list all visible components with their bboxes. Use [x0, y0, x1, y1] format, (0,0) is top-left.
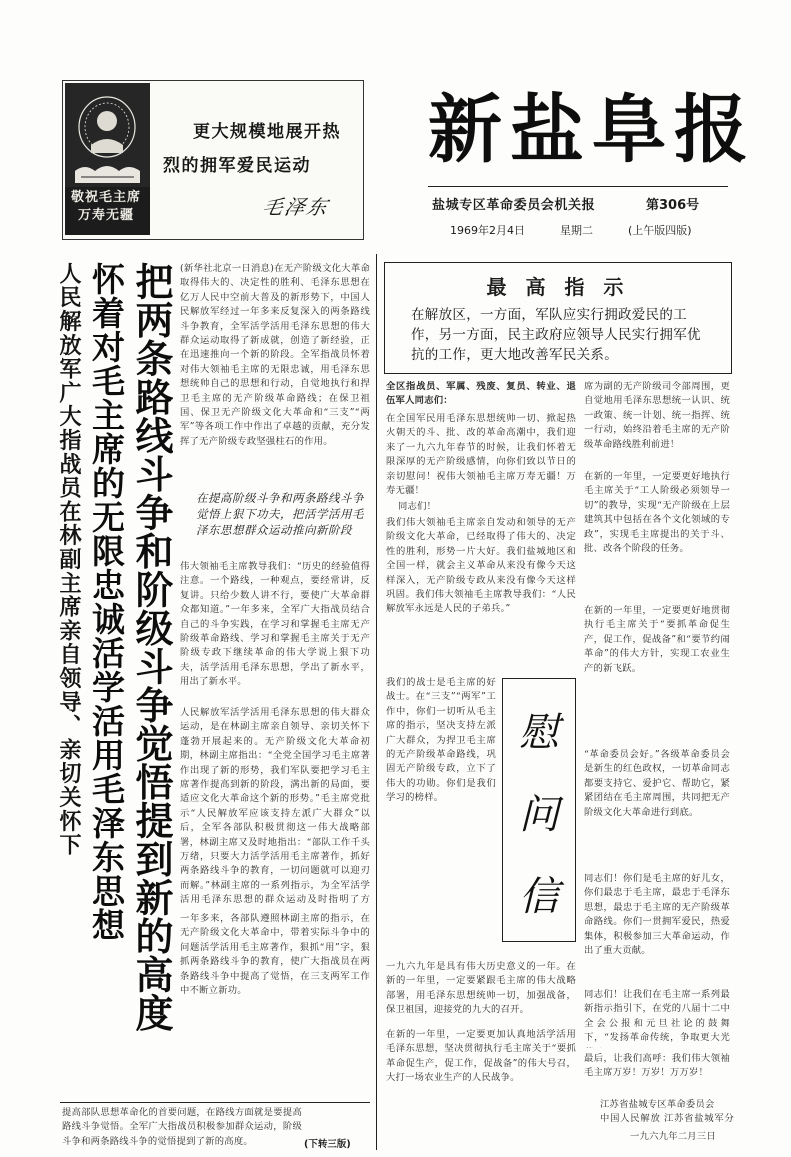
issue-weekday: 星期二: [560, 224, 593, 237]
paper-name: 新盐阜报: [428, 87, 756, 173]
letter-signatory-3: 江苏省盐城军分: [664, 1113, 734, 1124]
letter-greeting: 同志们！: [398, 501, 437, 512]
letter-right-col4: “革命委员会好。”各级革命委员会是新生的红色政权，一切革命同志都要支持它、爱护它、帮助它，紧紧团结在毛主席周围，共同把无产阶级文化大革命进行到底。: [584, 749, 730, 818]
issue-edition: (上午版四版): [628, 224, 692, 237]
letter-closing: 最后，让我们高呼：我们伟大领袖毛主席万岁！万岁！万万岁！: [584, 1053, 730, 1079]
letter-title-char-2: 问: [519, 792, 559, 838]
slogan-box: [62, 80, 364, 240]
letter-signatory-1: 江苏省盐城专区革命委员会: [600, 1099, 715, 1110]
publisher: 盐城专区革命委员会机关报: [432, 198, 596, 213]
letter-para1: 在全国军民用毛泽东思想统帅一切、掀起热火朝天的斗、批、改的革命高潮中，我们迎来了一九六九年春节的时候，让我们怀着无限深厚的无产阶级感情，向你们致以节日的亲切慰问！祝伟大领袖毛主席万寿无疆！万寿无疆！: [386, 413, 576, 497]
letter-para4: 一九六九年是具有伟大历史意义的一年。在新的一年里，一定要紧跟毛主席的伟大战略部署，用毛泽东思想统帅一切，加强战备，保卫祖国，迎接党的九大的召开。: [386, 961, 576, 1016]
letter-right-col6: 同志们！让我们在毛主席一系列最新指示指引下，在党的八届十二中全会公报和元旦社论的鼓舞下，“发扬革命传统，争取更大光: [584, 989, 730, 1044]
letter-sign-date: 一九六九年二月三日: [630, 1131, 716, 1142]
slogan-line2: 烈的拥军爱民运动: [163, 156, 311, 176]
lead-subhead: 人民解放军广大指战员在林副主席亲自领导、亲切关怀下: [56, 262, 81, 857]
lead-text-col1b: 伟大领袖毛主席教导我们：“历史的经验值得注意。一个路线，一种观点，要经常讲，反复讲。只给少数人讲不行，要使广大革命群众都知道。”一年多来，全军广大指战员结合自己的斗争实践，在学习和掌握毛主席无产阶级革命路线、学习和掌握毛主席关于无产阶级专政下继续革命的伟大学说上狠下功夫，活学活用毛泽东思想，学出了新水平，用出了新水平。: [180, 561, 370, 688]
lead-text-col1: (新华社北京一日消息)在无产阶级文化大革命取得伟大的、决定性的胜利、毛泽东思想在亿万人民中空前大普及的新形势下，中国人民解放军经过一年多来反复深入的两条路线斗争教育，全军活学活用毛泽东思想的伟大群众运动取得了新成就，创造了新经验，正在迅速推向一个新的阶段。全军指战员怀着对伟大领袖毛主席的无限忠诚，用毛泽东思想统帅自己的思想和行动，自觉地执行和捍卫毛主席的无产阶级革命路线；在保卫祖国、保卫无产阶级文化大革命和“三支”“两军”等各项工作中作出了卓越的贡献，充分发挥了无产阶级专政坚强柱石的作用。: [180, 263, 370, 447]
letter-para3: 我们的战士是毛主席的好战士。在“三支”“两军”工作中，你们一切听从毛主席的指示，坚决支持左派广大群众，为捍卫毛主席的无产阶级革命路线，巩固无产阶级专政，立下了伟大的功勋。你们是我们学习的榜样。: [386, 677, 496, 804]
lead-continued: (下转三版): [304, 1139, 351, 1150]
portrait-block: [65, 83, 150, 235]
letter-signatory-2: 中国人民解放: [600, 1113, 660, 1124]
lead-section-heading: 在提高阶级斗争和两条路线斗争觉悟上狠下功夫，把活学活用毛泽东思想群众运动推向新阶段: [196, 491, 364, 537]
letter-right-col5: 同志们！你们是毛主席的好儿女，你们最忠于毛主席，最忠于毛泽东思想，最忠于毛主席的无产阶级革命路线。你们一贯拥军爱民，热爱集体，积极参加三大革命运动，作出了重大贡献。: [584, 873, 730, 957]
lead-headline-col1: 把两条路线斗争和阶级斗争觉悟提到新的高度: [129, 262, 174, 1032]
letter-para2: 我们伟大领袖毛主席亲自发动和领导的无产阶级文化大革命，已经取得了伟大的、决定性的胜利，形势一片大好。我们盐城地区和全国一样，就会主义革命从来没有像今天这样深入，无产阶级专政从来没有像今天这样巩固。我们伟大领袖毛主席教导我们：“人民解放军永远是人民的子弟兵。”: [386, 517, 576, 615]
letter-intro: 全区指战员、军属、残废、复员、转业、退伍军人同志们：: [386, 381, 576, 407]
lead-headline-col2: 怀着对毛主席的无限忠诚活学活用毛泽东思想: [87, 262, 126, 942]
letter-title-box: [502, 678, 576, 942]
letter-para5: 在新的一年里，一定要更加认真地活学活用毛泽东思想，坚决贯彻执行毛主席关于“要抓革命促生产，促工作，促战备”的伟大号召，大打一场农业生产的人民战争。: [386, 1029, 576, 1084]
quotation-box: [384, 262, 732, 374]
quotation-title: 最 高 指 示: [486, 275, 630, 299]
issue-number: 第306号: [646, 198, 700, 213]
letter-right-col1: 席为副的无产阶级司令部周围，更自觉地用毛泽东思想统一认识、统一政策、统一计划、统一指挥、统一行动，始终沿着毛主席的无产阶级革命路线胜利前进！: [584, 381, 730, 450]
quotation-text: 在解放区，一方面，军队应实行拥政爱民的工作，另一方面，民主政府应领导人民实行拥军优抗的工作，更大地改善军民关系。: [411, 307, 701, 363]
issue-date: 1969年2月4日: [450, 224, 525, 237]
letter-title-char-1: 慰: [519, 710, 559, 756]
portrait-caption: 敬祝毛主席万寿无疆: [70, 190, 141, 223]
portrait-image: [65, 83, 150, 187]
slogan-line1: 更大规模地展开热: [193, 122, 341, 142]
letter-right-col2: 在新的一年里，一定要更好地执行毛主席关于“工人阶级必须领导一切”的教导，实现“无产阶级在上层建筑其中包括在各个文化领域的专政”，实现毛主席提出的关于斗、批、改各个阶段的任务。: [584, 471, 730, 555]
lead-text-col2: 人民解放军活学活用毛泽东思想的伟大群众运动，是在林副主席亲自领导、亲切关怀下蓬勃开展起来的。无产阶级文化大革命初期，林副主席指出：“全党全国学习毛主席著作出现了新的形势，我们军队要把学习毛主席著作提高到新的阶段，满出新的局面，要适应文化大革命这个新的形势。”毛主席党批示“人民解放军应该支持左派广大群众”以后，全军各部队积极贯彻这一伟大战略部署，林副主席又及时地指出：“部队工作千头万绪，只要大力活学活用毛主席著作，抓好两条路线斗争的教育，一切问题就可以迎刃而解。”林副主席的一系列指示，为全军活学活用毛泽东思想的群众运动及时指明了方: [180, 707, 370, 906]
letter-title-char-3: 信: [519, 874, 559, 920]
lead-text-col2b: 一年多来，各部队遵照林副主席的指示，在无产阶级文化大革命中，带着实际斗争中的问题活学活用毛主席著作，狠抓“用”字，狠抓两条路线斗争的教育，使广大指战员在两条路线斗争中提高了觉悟，在三支两军工作中不断立新功。: [180, 913, 370, 997]
lead-bottom-text: 提高部队思想革命化的首要问题，在路线方面就是要提高路线斗争觉悟。全军广大指战员积极参加群众运动，阶级斗争和两条路线斗争的觉悟提到了新的高度。: [62, 1107, 302, 1147]
letter-right-col3: 在新的一年里，一定要更好地贯彻执行毛主席关于“要抓革命促生产，促工作，促战备”和“要节约闹革命”的伟大方针，实现工农业生产的新飞跃。: [584, 605, 730, 674]
signature: 毛泽东: [260, 195, 332, 219]
